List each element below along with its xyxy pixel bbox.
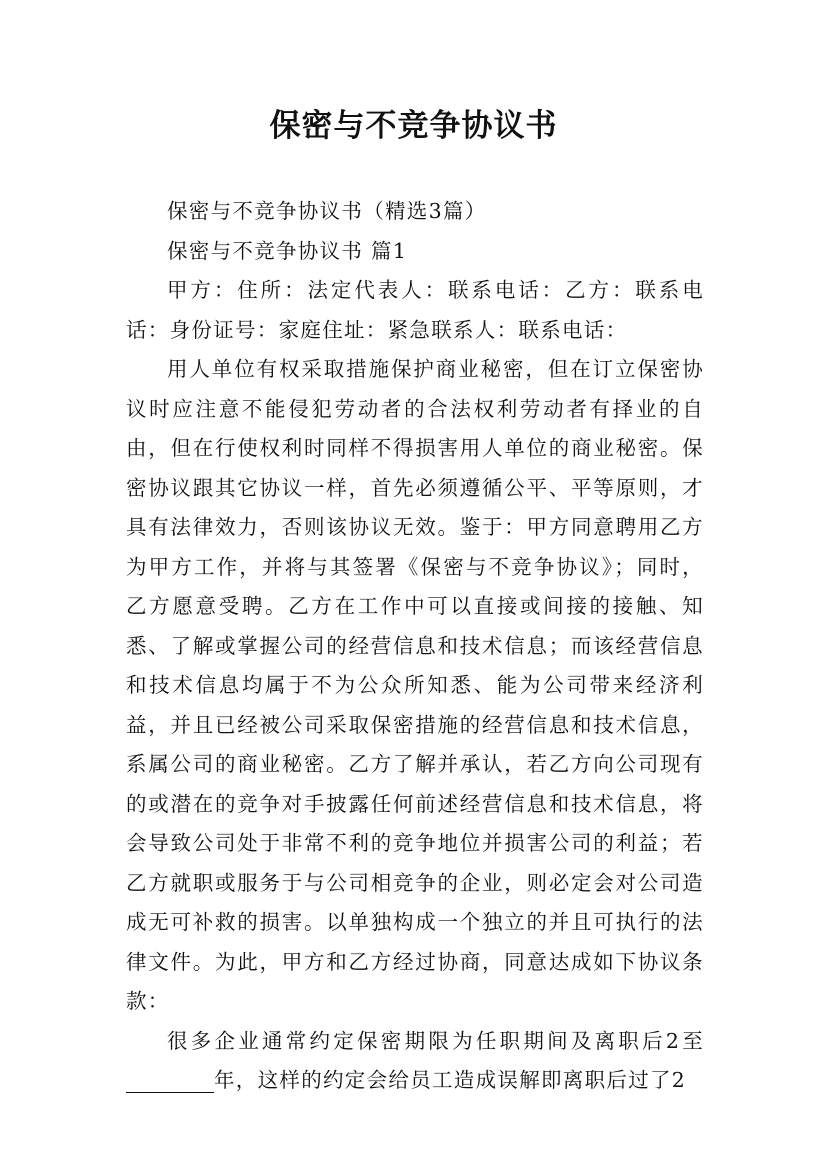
confidentiality-period-paragraph xyxy=(126,1022,704,1101)
parties-paragraph: 甲方：住所：法定代表人：联系电话：乙方：联系电话：身份证号：家庭住址：紧急联系人：联系电话： xyxy=(126,278,704,342)
period-text-before-blank: 很多企业通常约定保密期限为任职期间及离职后2至 xyxy=(167,1028,704,1053)
period-text-after-blank: 年，这样的约定会给员工造成误解即离职后过了2 xyxy=(214,1068,687,1092)
body-paragraph: 用人单位有权采取措施保护商业秘密，但在订立保密协议时应注意不能侵犯劳动者的合法权利劳动者有择业的自由，但在行使权利时同样不得损害用人单位的商业秘密。保密协议跟其它协议一样，首先必须遵循公平、平等原则，才具有法律效力，否则该协议无效。鉴于：甲方同意聘用乙方为甲方工作，并将与其签署《保密与不竞争协议》；同时，乙方愿意受聘。乙方在工作中可以直接或间接的接触、知悉、了解或掌握公司的经营信息和技术信息；而该经营信息和技术信息均属于不为公众所知悉、能为公司带来经济利益，并且已经被公司采取保密措施的经营信息和技术信息，系属公司的商业秘密。乙方了解并承认，若乙方向公司现有的或潜在的竞争对手披露任何前述经营信息和技术信息，将会导致公司处于非常不利的竞争地位并损害公司的利益；若乙方就职或服务于与公司相竞争的企业，则必定会对公司造成无可补救的损害。以单独构成一个独立的并且可执行的法律文件。为此，甲方和乙方经过协商，同意达成如下协议条款： xyxy=(126,357,704,1013)
document-title: 保密与不竞争协议书 xyxy=(269,108,558,144)
subtitle-paragraph: 保密与不竞争协议书（精选3篇） xyxy=(167,199,487,223)
document-body xyxy=(126,192,704,1101)
section-heading-paragraph: 保密与不竞争协议书 篇1 xyxy=(167,238,408,263)
fill-in-blank xyxy=(126,1070,214,1093)
